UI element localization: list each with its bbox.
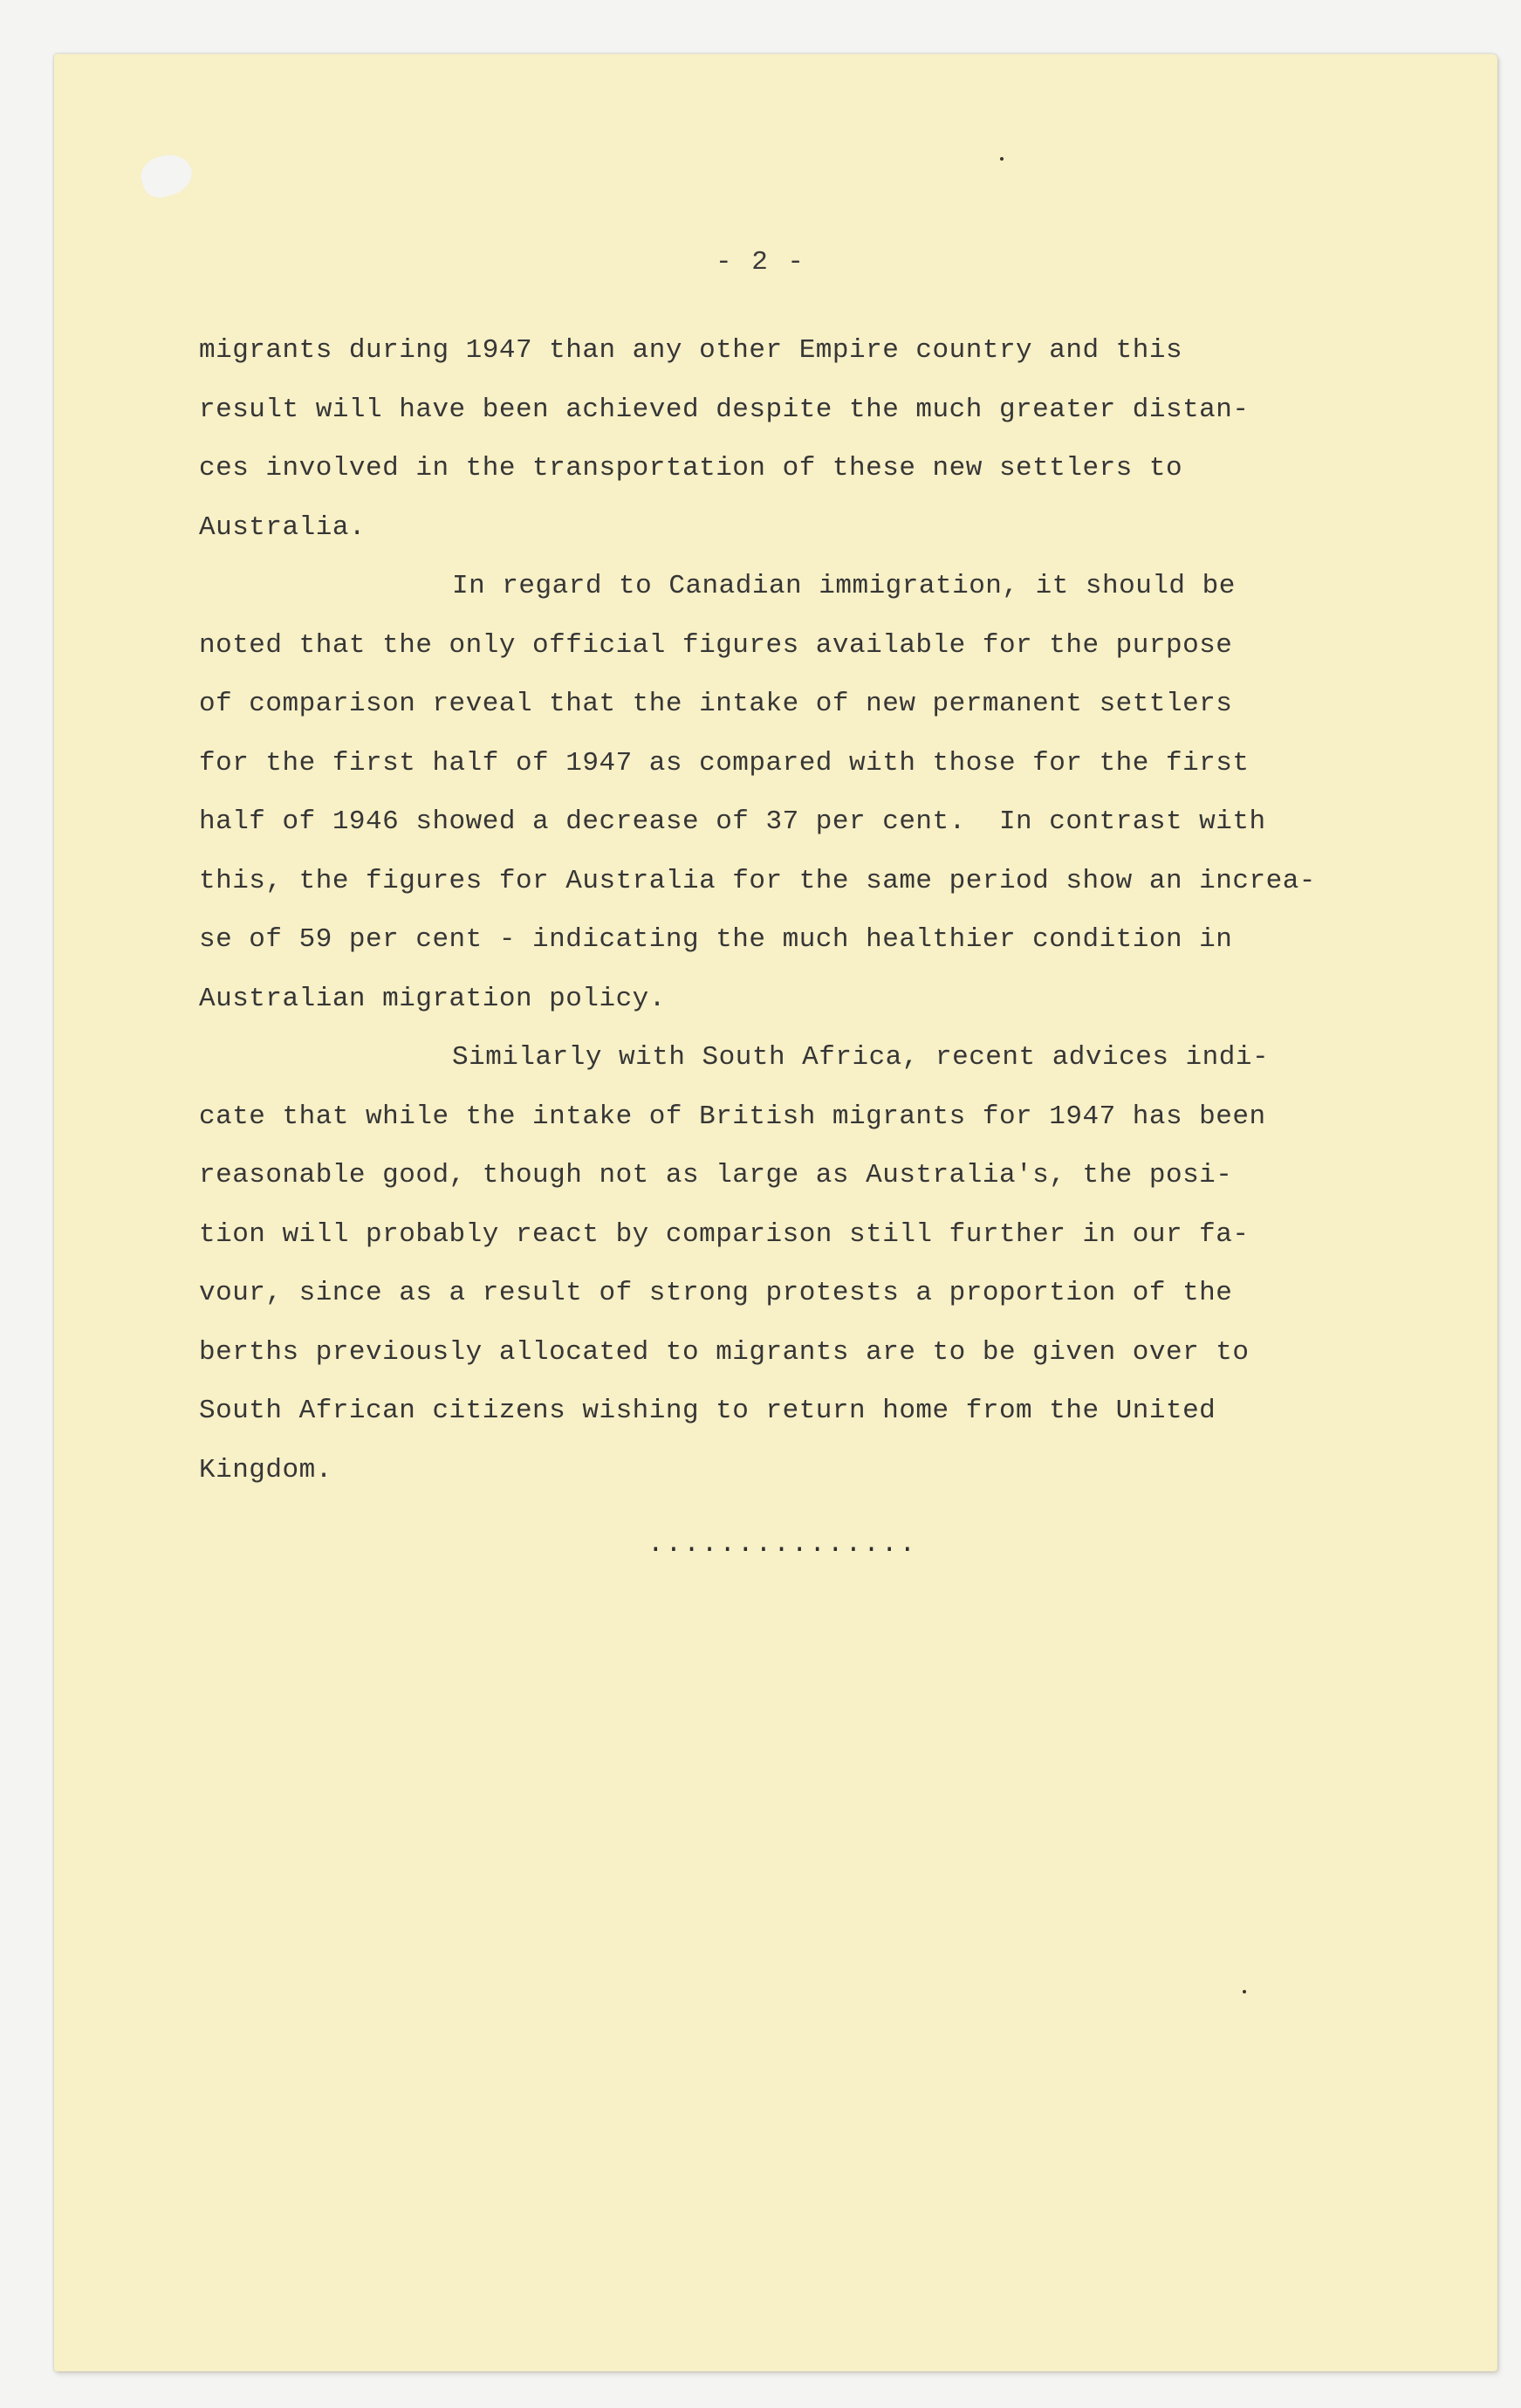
body-text — [199, 321, 1368, 1499]
text-line: Australian migration policy. — [199, 983, 666, 1014]
text-line: berths previously allocated to migrants are to be given over to — [199, 1336, 1250, 1368]
paper-speck — [1000, 157, 1004, 161]
text-line: Australia. — [199, 511, 367, 543]
end-of-text-dots: ............... — [647, 1529, 918, 1560]
text-line: this, the figures for Australia for the same period show an increa- — [199, 865, 1316, 896]
paragraph-start-line: In regard to Canadian immigration, it should be — [452, 571, 1236, 601]
text-line: tion will probably react by comparison still further in our fa- — [199, 1218, 1250, 1250]
text-line: migrants during 1947 than any other Empire country and this — [199, 335, 1183, 366]
text-line: half of 1946 showed a decrease of 37 per cent. In contrast with — [199, 806, 1266, 837]
text-line: noted that the only official figures available for the purpose — [199, 629, 1233, 661]
text-line: South African citizens wishing to return home from the United — [199, 1396, 1216, 1426]
text-line: of comparison reveal that the intake of new permanent settlers — [199, 689, 1233, 719]
text-line: Kingdom. — [199, 1454, 332, 1485]
text-line: reasonable good, though not as large as Australia's, the posi- — [199, 1160, 1233, 1190]
text-line: vour, since as a result of strong protests a proportion of the — [199, 1278, 1233, 1308]
paragraph-start-line: Similarly with South Africa, recent advices indi- — [452, 1042, 1270, 1073]
text-line: result will have been achieved despite the much greater distan- — [199, 394, 1250, 425]
page-number: - 2 - — [716, 247, 806, 278]
text-line: cate that while the intake of British migrants for 1947 has been — [199, 1101, 1266, 1132]
paper-speck — [1243, 1990, 1246, 1993]
text-line: ces involved in the transportation of these new settlers to — [199, 453, 1183, 484]
text-line: se of 59 per cent - indicating the much healthier condition in — [199, 924, 1233, 955]
text-line: for the first half of 1947 as compared with those for the first — [199, 747, 1250, 779]
